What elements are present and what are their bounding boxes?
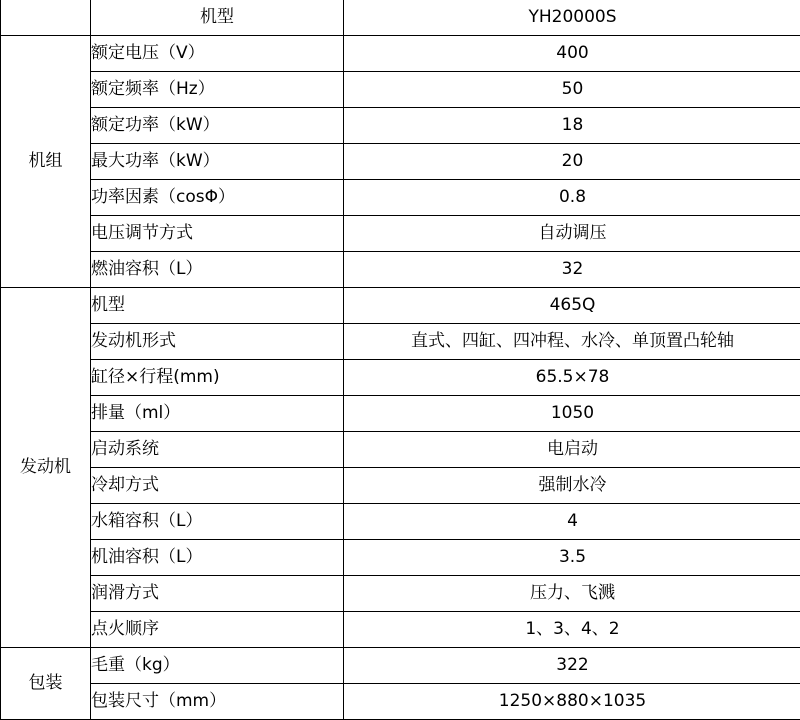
param-label: 机油容积（L）	[91, 540, 344, 576]
param-value: 65.5×78	[344, 360, 800, 396]
param-value: 20	[344, 144, 800, 180]
param-label: 冷却方式	[91, 468, 344, 504]
param-value: 1、3、4、2	[344, 612, 800, 648]
param-label: 毛重（kg）	[91, 648, 344, 684]
param-label: 润滑方式	[91, 576, 344, 612]
param-label: 排量（ml）	[91, 396, 344, 432]
param-value: 4	[344, 504, 800, 540]
table-row	[1, 216, 800, 252]
table-row	[1, 108, 800, 144]
table-row	[1, 72, 800, 108]
group-label-unit: 机组	[1, 36, 91, 288]
param-value: 1250×880×1035	[344, 684, 800, 720]
group-label-packing: 包装	[1, 648, 91, 720]
header-model-value: YH20000S	[344, 0, 800, 36]
param-label: 点火顺序	[91, 612, 344, 648]
spec-table-body	[1, 0, 800, 720]
param-label: 机型	[91, 288, 344, 324]
param-value: 电启动	[344, 432, 800, 468]
param-label: 电压调节方式	[91, 216, 344, 252]
param-value: 18	[344, 108, 800, 144]
param-value: 自动调压	[344, 216, 800, 252]
param-value: 压力、飞溅	[344, 576, 800, 612]
param-value: 1050	[344, 396, 800, 432]
table-row	[1, 648, 800, 684]
param-value: 强制水冷	[344, 468, 800, 504]
param-label: 额定频率（Hz）	[91, 72, 344, 108]
param-label: 燃油容积（L）	[91, 252, 344, 288]
param-value: 400	[344, 36, 800, 72]
table-row	[1, 576, 800, 612]
table-row	[1, 540, 800, 576]
table-row	[1, 324, 800, 360]
param-value: 465Q	[344, 288, 800, 324]
table-header-row	[1, 0, 800, 36]
param-label: 额定功率（kW）	[91, 108, 344, 144]
param-label: 缸径×行程(mm)	[91, 360, 344, 396]
header-blank-cell	[1, 0, 91, 36]
param-label: 发动机形式	[91, 324, 344, 360]
param-label: 功率因素（cosΦ）	[91, 180, 344, 216]
table-row	[1, 180, 800, 216]
table-row	[1, 468, 800, 504]
param-value: 0.8	[344, 180, 800, 216]
header-model-label: 机型	[91, 0, 344, 36]
param-label: 启动系统	[91, 432, 344, 468]
table-row	[1, 432, 800, 468]
table-row	[1, 144, 800, 180]
param-value: 322	[344, 648, 800, 684]
table-row	[1, 504, 800, 540]
param-value: 3.5	[344, 540, 800, 576]
param-value: 50	[344, 72, 800, 108]
group-label-engine: 发动机	[1, 288, 91, 648]
param-label: 水箱容积（L）	[91, 504, 344, 540]
table-row	[1, 360, 800, 396]
table-row	[1, 36, 800, 72]
param-value: 直式、四缸、四冲程、水冷、单顶置凸轮轴	[344, 324, 800, 360]
param-label: 包装尺寸（mm）	[91, 684, 344, 720]
param-value: 32	[344, 252, 800, 288]
param-label: 额定电压（V）	[91, 36, 344, 72]
table-row	[1, 288, 800, 324]
table-row	[1, 612, 800, 648]
table-row	[1, 684, 800, 720]
table-row	[1, 396, 800, 432]
param-label: 最大功率（kW）	[91, 144, 344, 180]
table-row	[1, 252, 800, 288]
